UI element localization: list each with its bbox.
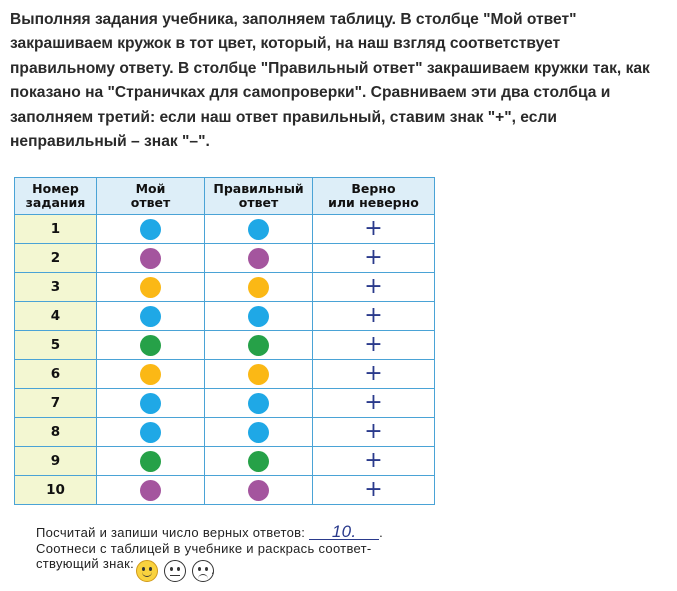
table-row (15, 476, 435, 505)
happy-face-icon[interactable] (136, 560, 158, 582)
my-answer-circle[interactable] (140, 451, 161, 472)
result-mark[interactable]: + (313, 418, 435, 447)
table-row (15, 447, 435, 476)
my-answer-circle[interactable] (140, 248, 161, 269)
compare-line: Соотнеси с таблицей в учебнике и раскрась соответ- (36, 540, 372, 556)
correct-answer-cell (205, 215, 313, 244)
task-number: 6 (15, 360, 97, 389)
my-answer-circle[interactable] (140, 393, 161, 414)
table-row (15, 302, 435, 331)
faces-end-dot: . (211, 562, 215, 577)
my-answer-cell (97, 447, 205, 476)
header-result (313, 178, 435, 215)
correct-answer-cell (205, 389, 313, 418)
my-answer-cell (97, 302, 205, 331)
sign-line: ствующий знак: (36, 556, 135, 571)
instructions-line: закрашиваем кружок в тот цвет, который, на наш взгляд соответствует (10, 35, 561, 53)
table-header-row (15, 178, 435, 215)
header-my-line1: Мой (135, 181, 166, 196)
task-number: 10 (15, 476, 97, 505)
header-correct-answer (205, 178, 313, 215)
my-answer-circle[interactable] (140, 306, 161, 327)
result-mark[interactable]: + (313, 389, 435, 418)
my-answer-circle[interactable] (140, 277, 161, 298)
instructions-line: Выполняя задания учебника, заполняем таблицу. В столбце "Мой ответ" (10, 11, 577, 28)
result-mark[interactable]: + (313, 273, 435, 302)
result-mark[interactable]: + (313, 360, 435, 389)
header-my-line2: ответ (130, 195, 171, 210)
instructions-line: неправильный – знак "–". (10, 133, 210, 151)
my-answer-cell (97, 389, 205, 418)
instructions-line: правильному ответу. В столбце "Правильный ответ" закрашиваем кружки так, как (10, 59, 650, 77)
task-number: 1 (15, 215, 97, 244)
table-row (15, 389, 435, 418)
instructions-text (10, 8, 670, 154)
task-number: 2 (15, 244, 97, 273)
table-row (15, 215, 435, 244)
task-number: 8 (15, 418, 97, 447)
my-answer-circle[interactable] (140, 219, 161, 240)
result-mark[interactable]: + (313, 215, 435, 244)
task-number: 5 (15, 331, 97, 360)
header-correct-line1: Правильный (213, 181, 304, 196)
correct-answer-cell (205, 418, 313, 447)
header-number-line2: задания (25, 195, 86, 210)
task-number: 4 (15, 302, 97, 331)
correct-answer-circle[interactable] (248, 219, 269, 240)
count-prompt: Посчитай и запиши число верных ответов: (36, 525, 306, 540)
my-answer-circle[interactable] (140, 364, 161, 385)
correct-answer-circle[interactable] (248, 422, 269, 443)
header-number-line1: Номер (32, 181, 79, 196)
result-mark[interactable]: + (313, 302, 435, 331)
header-result-line1: Верно (351, 181, 396, 196)
result-mark[interactable]: + (313, 476, 435, 505)
my-answer-cell (97, 476, 205, 505)
correct-answer-circle[interactable] (248, 393, 269, 414)
table-row (15, 331, 435, 360)
table-row (15, 418, 435, 447)
correct-answer-circle[interactable] (248, 335, 269, 356)
correct-answer-cell (205, 331, 313, 360)
correct-answer-cell (205, 447, 313, 476)
neutral-face-icon[interactable] (164, 560, 186, 582)
result-mark[interactable]: + (313, 447, 435, 476)
faces-group (136, 560, 214, 582)
task-number: 7 (15, 389, 97, 418)
my-answer-cell (97, 418, 205, 447)
correct-answer-cell (205, 476, 313, 505)
result-mark[interactable]: + (313, 244, 435, 273)
my-answer-cell (97, 273, 205, 302)
table-row (15, 360, 435, 389)
my-answer-cell (97, 215, 205, 244)
header-number (15, 178, 97, 215)
result-mark[interactable]: + (313, 331, 435, 360)
task-number: 9 (15, 447, 97, 476)
count-line (36, 524, 383, 541)
my-answer-circle[interactable] (140, 480, 161, 501)
correct-answer-circle[interactable] (248, 248, 269, 269)
correct-answer-circle[interactable] (248, 277, 269, 298)
my-answer-cell (97, 360, 205, 389)
header-correct-line2: ответ (238, 195, 279, 210)
correct-answer-cell (205, 273, 313, 302)
instructions-line: показано на "Страничках для самопроверки". Сравниваем эти два столбца и (10, 84, 611, 102)
correct-answer-circle[interactable] (248, 306, 269, 327)
header-result-line2: или неверно (328, 195, 419, 210)
answers-table (14, 177, 435, 505)
table-row (15, 244, 435, 273)
correct-answer-circle[interactable] (248, 451, 269, 472)
correct-answer-circle[interactable] (248, 480, 269, 501)
count-answer-field[interactable]: 10. (309, 524, 379, 540)
my-answer-cell (97, 244, 205, 273)
my-answer-circle[interactable] (140, 422, 161, 443)
table-row (15, 273, 435, 302)
correct-answer-cell (205, 302, 313, 331)
correct-answer-circle[interactable] (248, 364, 269, 385)
my-answer-cell (97, 331, 205, 360)
correct-answer-cell (205, 360, 313, 389)
instructions-line: заполняем третий: если наш ответ правильный, ставим знак "+", если (10, 108, 557, 126)
correct-answer-cell (205, 244, 313, 273)
task-number: 3 (15, 273, 97, 302)
header-my-answer (97, 178, 205, 215)
count-line-end: . (379, 525, 384, 540)
my-answer-circle[interactable] (140, 335, 161, 356)
